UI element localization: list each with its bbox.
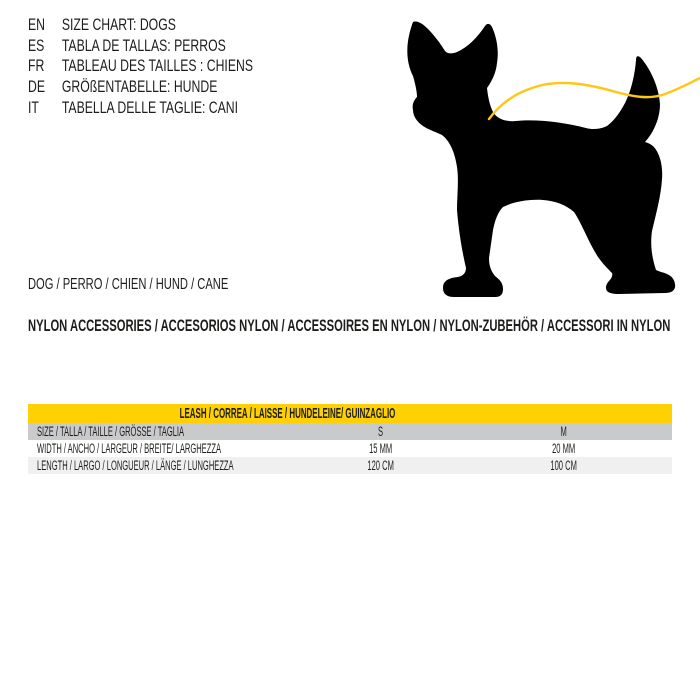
value-s-text: S <box>378 424 384 439</box>
value-s <box>305 423 456 440</box>
leash-curve <box>489 78 700 119</box>
language-row-it <box>28 98 253 119</box>
leash-size-table <box>28 404 672 474</box>
animal-names-line: DOG / PERRO / CHIEN / HUND / CANE <box>28 276 229 293</box>
category-heading: NYLON ACCESSORIES / ACCESORIOS NYLON / ACCESSOIRES EN NYLON / NYLON-ZUBEHÖR / ACCESSORI IN NYLON <box>28 316 671 335</box>
language-row-fr <box>28 56 253 77</box>
table-header-leash <box>28 404 672 423</box>
row-label <box>28 457 305 474</box>
row-label-text: WIDTH / ANCHO / LARGEUR / BREITE/ LARGHEZZA <box>37 441 221 456</box>
value-m <box>456 423 672 440</box>
table-header-label: LEASH / CORREA / LAISSE / HUNDELEINE/ GUINZAGLIO <box>179 405 395 422</box>
language-title: SIZE CHART: DOGS <box>61 15 176 34</box>
table-row-size <box>28 423 672 440</box>
language-title: TABELLA DELLE TAGLIE: CANI <box>61 97 239 117</box>
language-row-de <box>28 77 253 98</box>
value-s <box>305 440 456 457</box>
value-s <box>305 457 456 474</box>
language-row-en <box>28 15 253 36</box>
language-code: IT <box>28 97 39 117</box>
language-code: FR <box>28 56 45 76</box>
value-m-text: M <box>560 424 568 439</box>
value-m-text: 100 CM <box>550 458 578 473</box>
language-code: DE <box>28 77 46 97</box>
value-m-text: 20 MM <box>552 441 576 456</box>
dog-silhouette <box>407 21 675 297</box>
value-s-text: 15 MM <box>369 441 393 456</box>
value-m <box>456 457 672 474</box>
table-row-width <box>28 440 672 457</box>
language-row-es <box>28 36 253 57</box>
value-s-text: 120 CM <box>367 458 394 473</box>
row-label <box>28 423 305 440</box>
language-code: EN <box>28 15 46 34</box>
language-title: TABLEAU DES TAILLES : CHIENS <box>61 56 253 76</box>
language-title: GRÖßENTABELLE: HUNDE <box>61 77 218 97</box>
value-m <box>456 440 672 457</box>
table-row-length <box>28 457 672 474</box>
table-header-row <box>28 404 672 423</box>
row-label-text: SIZE / TALLA / TAILLE / GRÖSSE / TAGLIA <box>37 424 185 439</box>
row-label <box>28 440 305 457</box>
language-code: ES <box>28 35 45 55</box>
row-label-text: LENGTH / LARGO / LONGUEUR / LÄNGE / LUNGHEZZA <box>37 458 234 473</box>
language-list <box>28 15 340 119</box>
language-title: TABLA DE TALLAS: PERROS <box>61 35 226 55</box>
